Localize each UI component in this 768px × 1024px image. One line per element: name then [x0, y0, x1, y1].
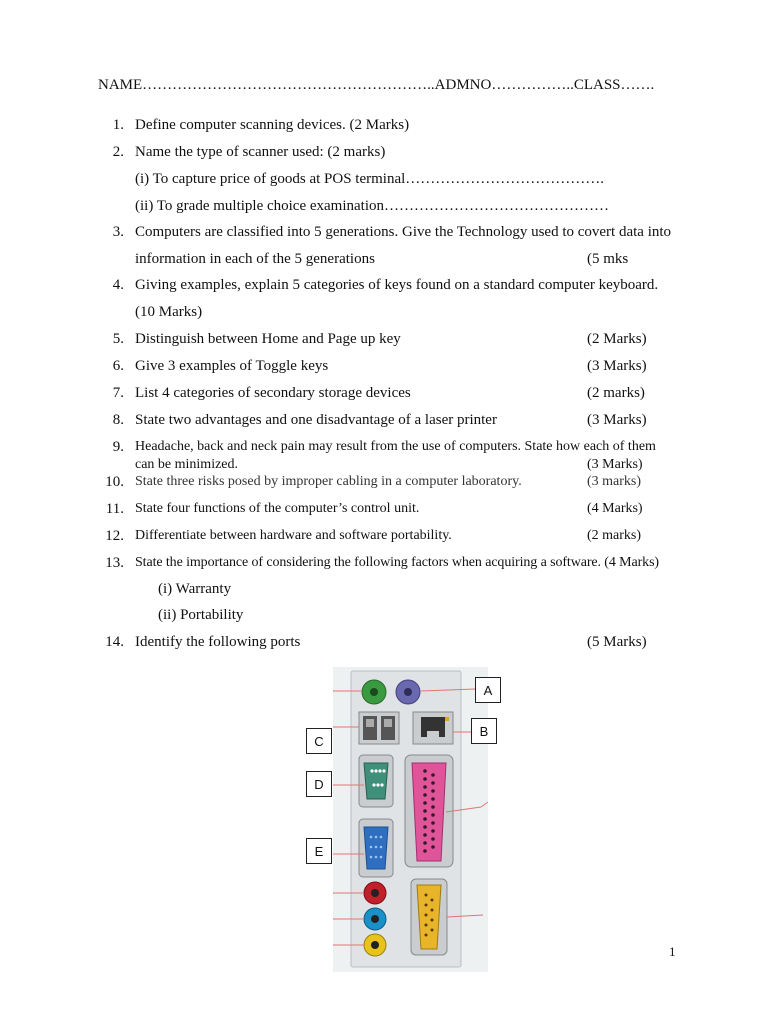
sub-question: (i) Warranty [158, 581, 232, 597]
question-number: 4. [112, 277, 124, 293]
question-text: Differentiate between hardware and software portability. [135, 528, 452, 543]
question-text: State three risks posed by improper cabling in a computer laboratory. [135, 474, 522, 489]
question-text: State the importance of considering the following factors when acquiring a software. (4 Marks) [135, 555, 659, 570]
question-text: Give 3 examples of Toggle keys [135, 358, 329, 374]
audio-yellow-jack-icon [364, 934, 386, 956]
back-panel-image [333, 667, 490, 972]
port-label-e: E [306, 838, 332, 864]
parallel-port-icon [405, 755, 453, 867]
question-number: 5. [112, 331, 124, 347]
marks: (5 Marks) [587, 634, 647, 650]
port-label-a: A [475, 677, 501, 703]
question-text: Define computer scanning devices. (2 Marks) [135, 117, 410, 133]
question-text: Identify the following ports [135, 634, 301, 650]
ethernet-port-icon [413, 712, 453, 744]
question-number: 10. [105, 474, 124, 490]
ports-diagram [333, 667, 490, 977]
question-text: Name the type of scanner used: (2 marks) [135, 144, 386, 160]
page-number: 1 [669, 944, 676, 959]
port-label-c: C [306, 728, 332, 754]
header-line: NAME…………………………………………………..ADMNO……………..CLASS……. [98, 77, 655, 93]
marks: (5 mks [587, 251, 629, 267]
audio-blue-jack-icon [364, 908, 386, 930]
ps2-mouse-port-icon [362, 680, 386, 704]
marks: (3 Marks) [587, 358, 647, 374]
sub-question: (i) To capture price of goods at POS terminal…………………………………. [135, 171, 605, 187]
question-text-cont: (10 Marks) [135, 304, 203, 320]
question-text: Headache, back and neck pain may result from the use of computers. State how each of them [135, 439, 656, 454]
question-text: Giving examples, explain 5 categories of keys found on a standard computer keyboard. [135, 277, 659, 293]
game-port-icon [411, 879, 447, 955]
question-text: List 4 categories of secondary storage devices [135, 385, 411, 401]
question-number: 9. [112, 439, 124, 455]
sub-question: (ii) To grade multiple choice examination……………………………………… [135, 198, 610, 214]
question-text: State two advantages and one disadvantage of a laser printer [135, 412, 497, 428]
marks: (2 marks) [587, 528, 642, 543]
question-number: 8. [112, 412, 124, 428]
serial-port-icon [359, 755, 393, 807]
marks: (2 Marks) [587, 331, 647, 347]
vga-port-icon [359, 819, 393, 877]
marks: (3 marks) [587, 474, 642, 489]
usb-ports-icon [359, 712, 399, 744]
question-number: 3. [112, 224, 124, 240]
question-text: State four functions of the computer’s control unit. [135, 501, 420, 516]
question-text: Computers are classified into 5 generations. Give the Technology used to covert data into [135, 224, 672, 240]
question-number: 1. [112, 117, 124, 133]
marks: (4 Marks) [587, 501, 643, 516]
port-label-b: B [471, 718, 497, 744]
marks: (3 Marks) [587, 412, 647, 428]
audio-red-jack-icon [364, 882, 386, 904]
question-number: 6. [112, 358, 124, 374]
question-number: 12. [105, 528, 124, 544]
question-text-cont: information in each of the 5 generations [135, 251, 375, 267]
question-text: Distinguish between Home and Page up key [135, 331, 401, 347]
port-label-d: D [306, 771, 332, 797]
question-number: 7. [112, 385, 124, 401]
question-number: 13. [105, 555, 124, 571]
question-number: 2. [112, 144, 124, 160]
question-text-cont: can be minimized. [135, 457, 239, 472]
question-number: 14. [105, 634, 124, 650]
question-number: 11. [105, 501, 124, 517]
marks: (2 marks) [587, 385, 645, 401]
ps2-keyboard-port-icon [396, 680, 420, 704]
sub-question: (ii) Portability [158, 607, 244, 623]
marks: (3 Marks) [587, 457, 643, 472]
